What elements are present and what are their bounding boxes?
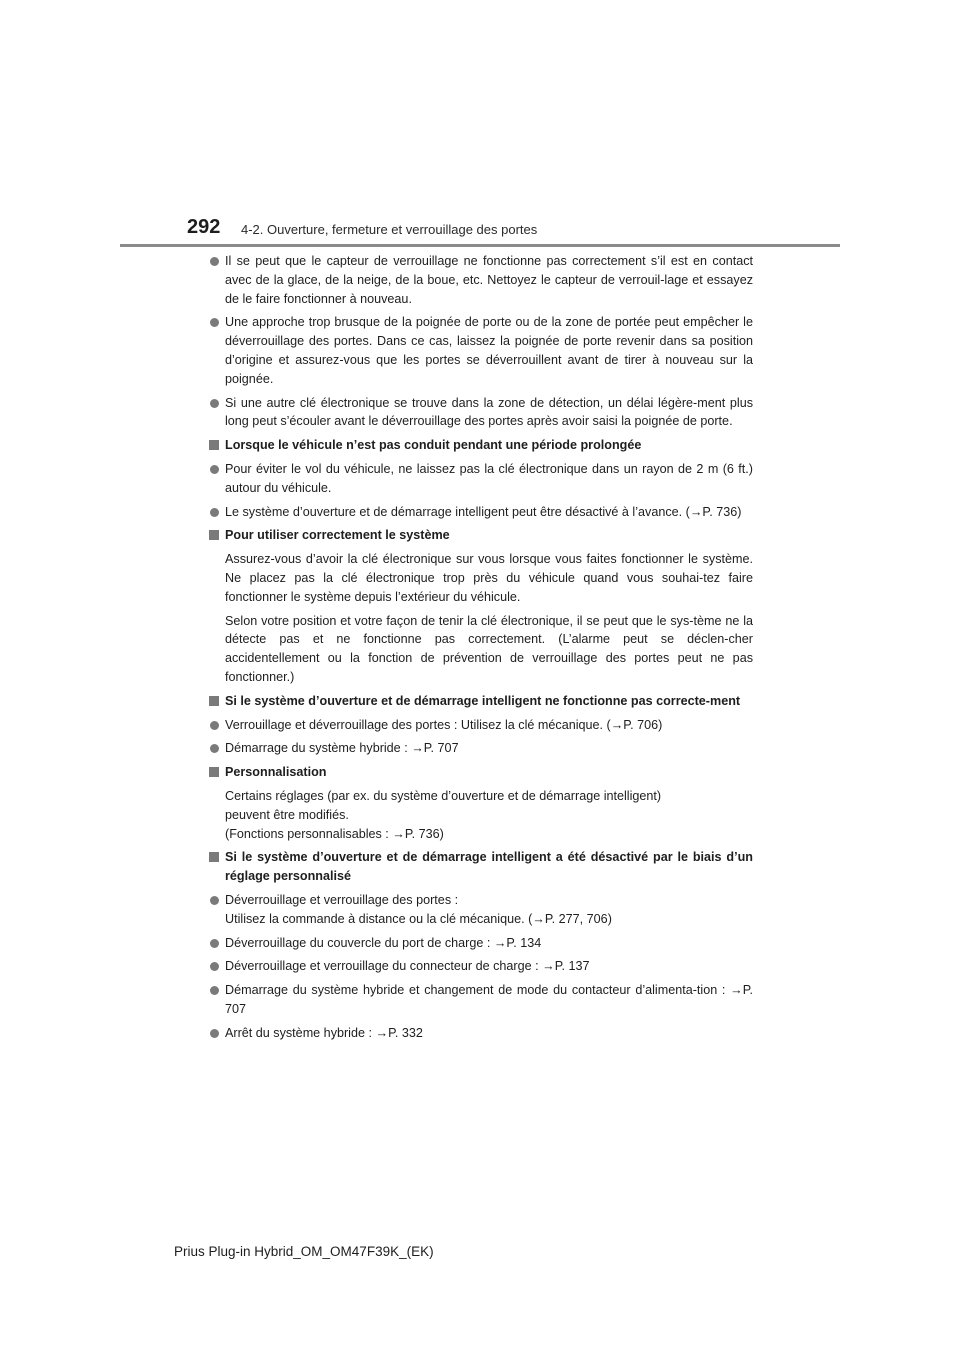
bullet-item bbox=[205, 981, 753, 1019]
paragraph-line: peuvent être modifiés. bbox=[225, 807, 349, 822]
square-bullet-icon bbox=[209, 530, 219, 540]
bullet-text: Verrouillage et déverrouillage des portes : Utilisez la clé mécanique. (→P. 706) bbox=[225, 717, 663, 732]
square-bullet-icon bbox=[209, 767, 219, 777]
bullet-dot-icon bbox=[210, 962, 219, 971]
bullet-item bbox=[205, 934, 753, 953]
section-heading bbox=[205, 848, 753, 886]
section-title: 4-2. Ouverture, fermeture et verrouillage des portes bbox=[241, 222, 538, 237]
section-heading bbox=[205, 692, 753, 711]
section-heading-text: Si le système d’ouverture et de démarrage intelligent a été désactivé par le biais d’un réglage personnalisé bbox=[225, 850, 753, 884]
bullet-text: Démarrage du système hybride et changement de mode du contacteur d’alimenta-tion : →P. 707 bbox=[225, 983, 753, 1016]
square-bullet-icon bbox=[209, 852, 219, 862]
paragraph: Assurez-vous d’avoir la clé électronique sur vous lorsque vous faites fonctionner le système. Ne placez pas la clé électronique trop près du véhicule quand vous souhai-tez faire fonctionner le système depuis l’extérieur du véhicule. bbox=[225, 552, 753, 604]
bullet-text: Déverrouillage et verrouillage du connecteur de charge : →P. 137 bbox=[225, 959, 590, 974]
bullet-item bbox=[205, 1024, 753, 1043]
page-content bbox=[205, 252, 753, 1047]
bullet-item bbox=[205, 313, 753, 388]
bullet-dot-icon bbox=[210, 508, 219, 517]
bullet-text: Pour éviter le vol du véhicule, ne laissez pas la clé électronique dans un rayon de 2 m (6 ft.) autour du véhicule. bbox=[225, 461, 753, 495]
bullet-dot-icon bbox=[210, 896, 219, 905]
bullet-text: Le système d’ouverture et de démarrage intelligent peut être désactivé à l’avance. (→P. 736) bbox=[225, 504, 742, 519]
bullet-item bbox=[205, 394, 753, 432]
paragraph-line: (Fonctions personnalisables : →P. 736) bbox=[225, 826, 444, 841]
bullet-item bbox=[205, 739, 753, 758]
section-heading bbox=[205, 436, 753, 455]
bullet-text-line: Déverrouillage et verrouillage des portes : bbox=[225, 892, 459, 907]
bullet-dot-icon bbox=[210, 1029, 219, 1038]
section-heading-text: Pour utiliser correctement le système bbox=[225, 528, 450, 543]
bullet-item bbox=[205, 252, 753, 308]
footer-document-id: Prius Plug-in Hybrid_OM_OM47F39K_(EK) bbox=[174, 1244, 434, 1259]
bullet-text: Une approche trop brusque de la poignée de porte ou de la zone de portée peut empêcher le déverrouillage des portes. Dans ce cas, laissez la poignée de porte revenir dans sa position d’origine et assurez-vous que les portes se déverrouillent avant de tirer à nouveau sur la poignée. bbox=[225, 315, 753, 386]
bullet-text: Il se peut que le capteur de verrouillage ne fonctionne pas correctement s’il est en contact avec de la glace, de la neige, de la boue, etc. Nettoyez le capteur de verrouil-lage et essayez de le faire fonctionner à nouveau. bbox=[225, 254, 753, 306]
paragraph bbox=[205, 787, 753, 843]
bullet-dot-icon bbox=[210, 318, 219, 327]
bullet-item bbox=[205, 460, 753, 498]
bullet-item bbox=[205, 891, 753, 929]
bullet-dot-icon bbox=[210, 399, 219, 408]
bullet-item bbox=[205, 716, 753, 735]
bullet-item bbox=[205, 957, 753, 976]
bullet-text: Si une autre clé électronique se trouve dans la zone de détection, un délai légère-ment plus long peut s’écouler avant le déverrouillage des portes après avoir saisi la poignée de porte. bbox=[225, 395, 753, 429]
header-divider bbox=[120, 244, 840, 247]
section-heading-text: Lorsque le véhicule n’est pas conduit pendant une période prolongée bbox=[225, 438, 642, 453]
section-heading-text: Si le système d’ouverture et de démarrage intelligent ne fonctionne pas correcte-ment bbox=[225, 693, 741, 708]
bullet-text-line: Utilisez la commande à distance ou la clé mécanique. (→P. 277, 706) bbox=[225, 911, 612, 926]
section-heading bbox=[205, 526, 753, 545]
bullet-dot-icon bbox=[210, 257, 219, 266]
bullet-item bbox=[205, 503, 753, 522]
square-bullet-icon bbox=[209, 440, 219, 450]
bullet-dot-icon bbox=[210, 744, 219, 753]
bullet-dot-icon bbox=[210, 465, 219, 474]
page-number: 292 bbox=[187, 216, 221, 238]
bullet-text: Démarrage du système hybride : →P. 707 bbox=[225, 741, 459, 756]
section-heading-text: Personnalisation bbox=[225, 765, 327, 780]
bullet-text: Déverrouillage du couvercle du port de charge : →P. 134 bbox=[225, 935, 542, 950]
paragraph: Selon votre position et votre façon de tenir la clé électronique, il se peut que le sys-tème ne la détecte pas et ne fonctionne pas correctement. (L’alarme peut se déclen-cher accidentellement ou la fonction de prévention de verrouillage des portes peut ne pas fonctionner.) bbox=[225, 613, 753, 684]
paragraph-line: Certains réglages (par ex. du système d’ouverture et de démarrage intelligent) bbox=[225, 788, 662, 803]
bullet-dot-icon bbox=[210, 939, 219, 948]
bullet-text: Arrêt du système hybride : →P. 332 bbox=[225, 1025, 423, 1040]
section-heading bbox=[205, 763, 753, 782]
square-bullet-icon bbox=[209, 696, 219, 706]
bullet-dot-icon bbox=[210, 721, 219, 730]
bullet-dot-icon bbox=[210, 986, 219, 995]
